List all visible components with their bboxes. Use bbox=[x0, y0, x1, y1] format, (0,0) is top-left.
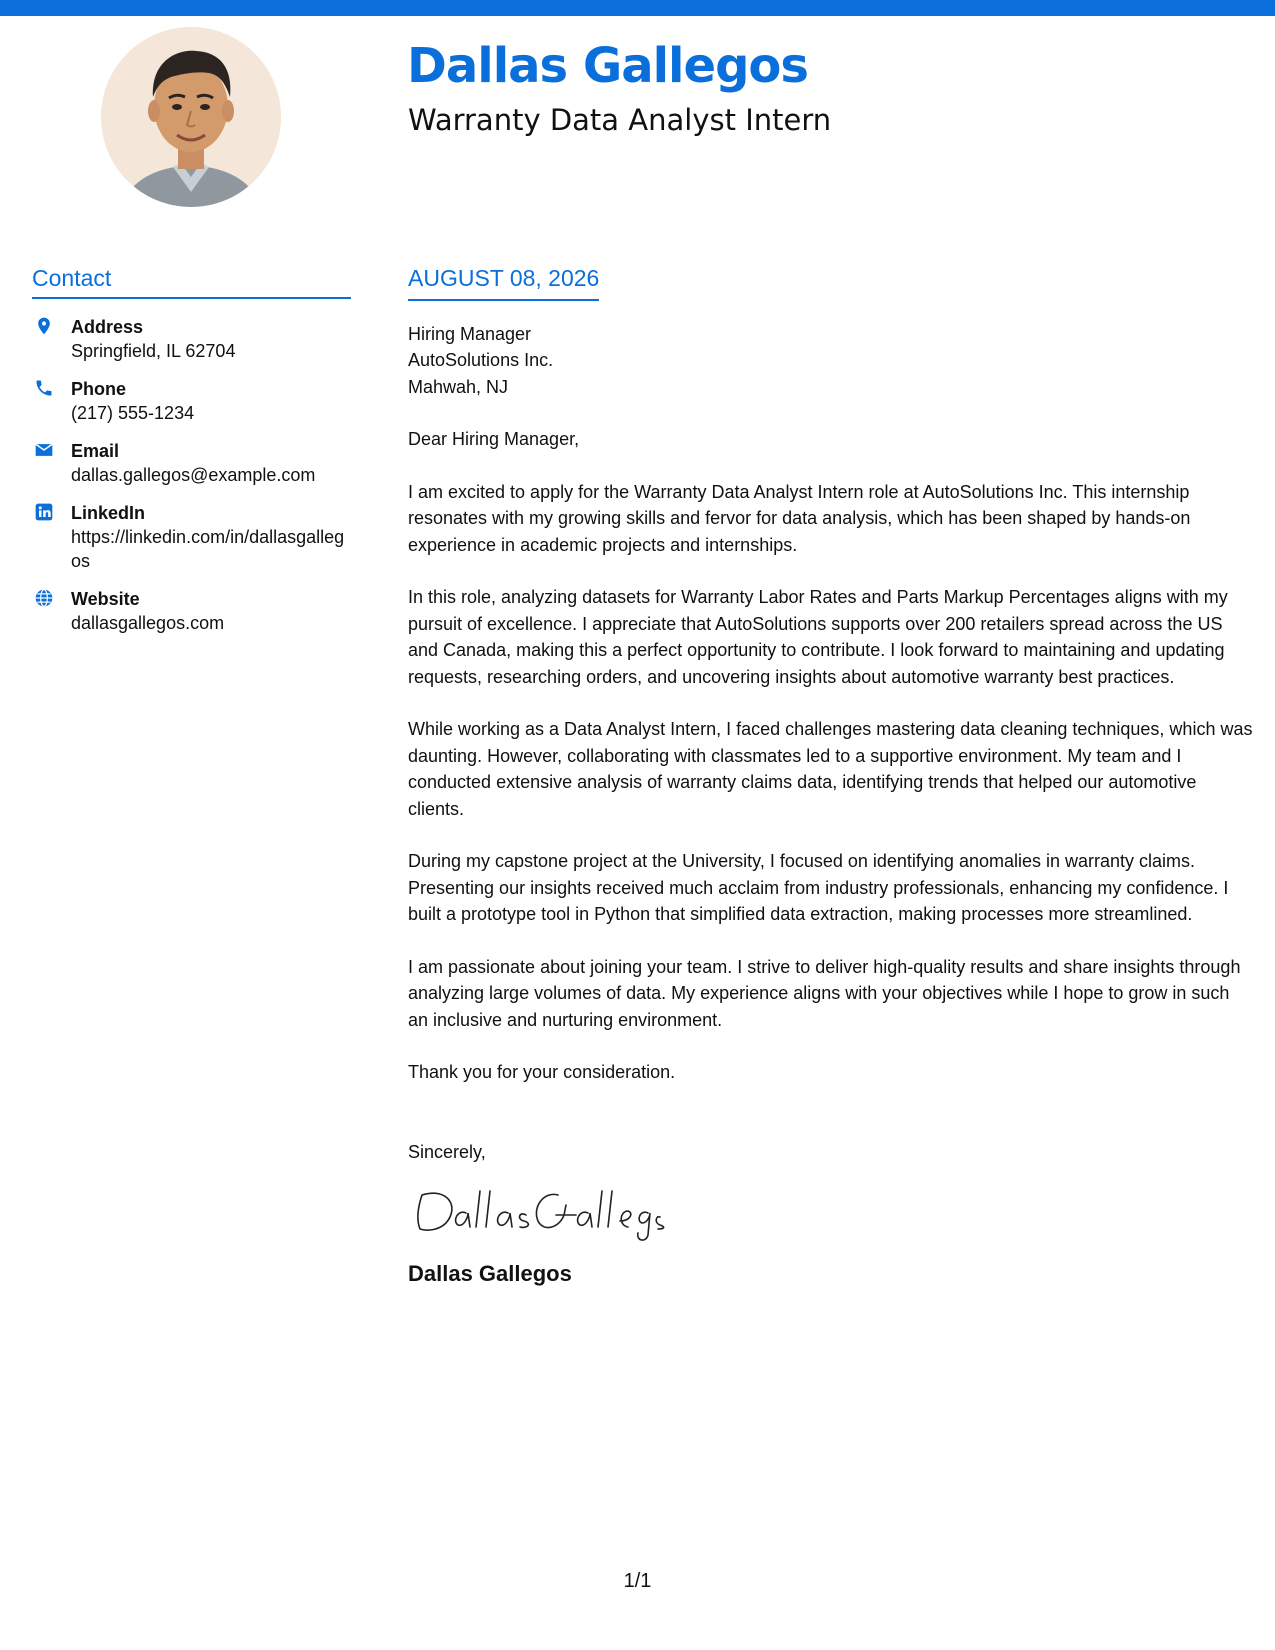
body-paragraph: I am passionate about joining your team. I strive to deliver high-quality results and share insights through analyzing large volumes of data. My experience aligns with your objectives while I hope to grow in such an inclusive and nurturing environment. bbox=[408, 956, 1241, 1030]
closing: Sincerely, bbox=[408, 1141, 486, 1162]
contact-label: Website bbox=[71, 588, 140, 609]
linkedin-icon bbox=[34, 502, 54, 522]
contact-item-email bbox=[32, 439, 351, 487]
contact-heading: Contact bbox=[32, 265, 351, 299]
candidate-role: Warranty Data Analyst Intern bbox=[408, 103, 832, 137]
email-value[interactable]: dallas.gallegos@example.com bbox=[71, 464, 316, 485]
body-paragraph: During my capstone project at the University, I focused on identifying anomalies in warranty claims. Presenting our insights received much acclaim from industry professionals, enhancing my confidence. I built a prototype tool in Python that simplified data extraction, making processes more streamlined. bbox=[408, 851, 1229, 925]
contact-label: LinkedIn bbox=[71, 502, 146, 523]
linkedin-value[interactable]: https://linkedin.com/in/dallasgallegos bbox=[71, 526, 345, 571]
phone-icon bbox=[34, 378, 54, 398]
recipient-line: Mahwah, NJ bbox=[408, 376, 509, 397]
signer-name: Dallas Gallegos bbox=[408, 1261, 572, 1287]
contact-label: Email bbox=[71, 440, 120, 461]
contact-item-address bbox=[32, 315, 351, 363]
thanks-line: Thank you for your consideration. bbox=[408, 1062, 676, 1083]
contact-sidebar bbox=[32, 265, 351, 649]
avatar bbox=[101, 27, 281, 207]
salutation: Dear Hiring Manager, bbox=[408, 429, 580, 450]
address-value: Springfield, IL 62704 bbox=[71, 340, 236, 361]
body-paragraph: In this role, analyzing datasets for Warranty Labor Rates and Parts Markup Percentages aligns with my pursuit of excellence. I appreciate that AutoSolutions supports over 200 retailers spread across the US and Canada, making this a perfect opportunity to contribute. I look forward to maintaining and updating requests, researching orders, and uncovering insights about automotive warranty best practices. bbox=[408, 587, 1228, 687]
cover-letter bbox=[408, 265, 1253, 1288]
signature-image bbox=[408, 1177, 668, 1247]
body-paragraph: I am excited to apply for the Warranty Data Analyst Intern role at AutoSolutions Inc. This internship resonates with my growing skills and fervor for data analysis, which has been shaped by hands-on experience in academic projects and internships. bbox=[408, 481, 1191, 555]
contact-item-phone bbox=[32, 377, 351, 425]
recipient-line: Hiring Manager bbox=[408, 323, 532, 344]
globe-icon bbox=[34, 588, 54, 608]
body-paragraph: While working as a Data Analyst Intern, I faced challenges mastering data cleaning techniques, which was daunting. However, collaborating with classmates led to a supportive environment. My team and I conducted extensive analysis of warranty claims data, identifying trends that helped our automotive clients. bbox=[408, 719, 1253, 819]
top-accent-bar bbox=[0, 0, 1275, 16]
handwritten-signature bbox=[408, 1177, 1253, 1247]
contact-item-website bbox=[32, 587, 351, 635]
candidate-name: Dallas Gallegos bbox=[407, 38, 808, 94]
recipient-line: AutoSolutions Inc. bbox=[408, 350, 554, 371]
contact-label: Address bbox=[71, 316, 144, 337]
contact-label: Phone bbox=[71, 378, 127, 399]
page-number: 1/1 bbox=[623, 1570, 652, 1592]
website-value[interactable]: dallasgallegos.com bbox=[71, 612, 225, 633]
contact-item-linkedin bbox=[32, 501, 351, 573]
location-pin-icon bbox=[34, 316, 54, 336]
profile-photo bbox=[101, 27, 281, 207]
letter-date: AUGUST 08, 2026 bbox=[408, 265, 599, 301]
phone-value[interactable]: (217) 555-1234 bbox=[71, 402, 195, 423]
recipient-block bbox=[408, 321, 1253, 401]
envelope-icon bbox=[34, 440, 54, 460]
